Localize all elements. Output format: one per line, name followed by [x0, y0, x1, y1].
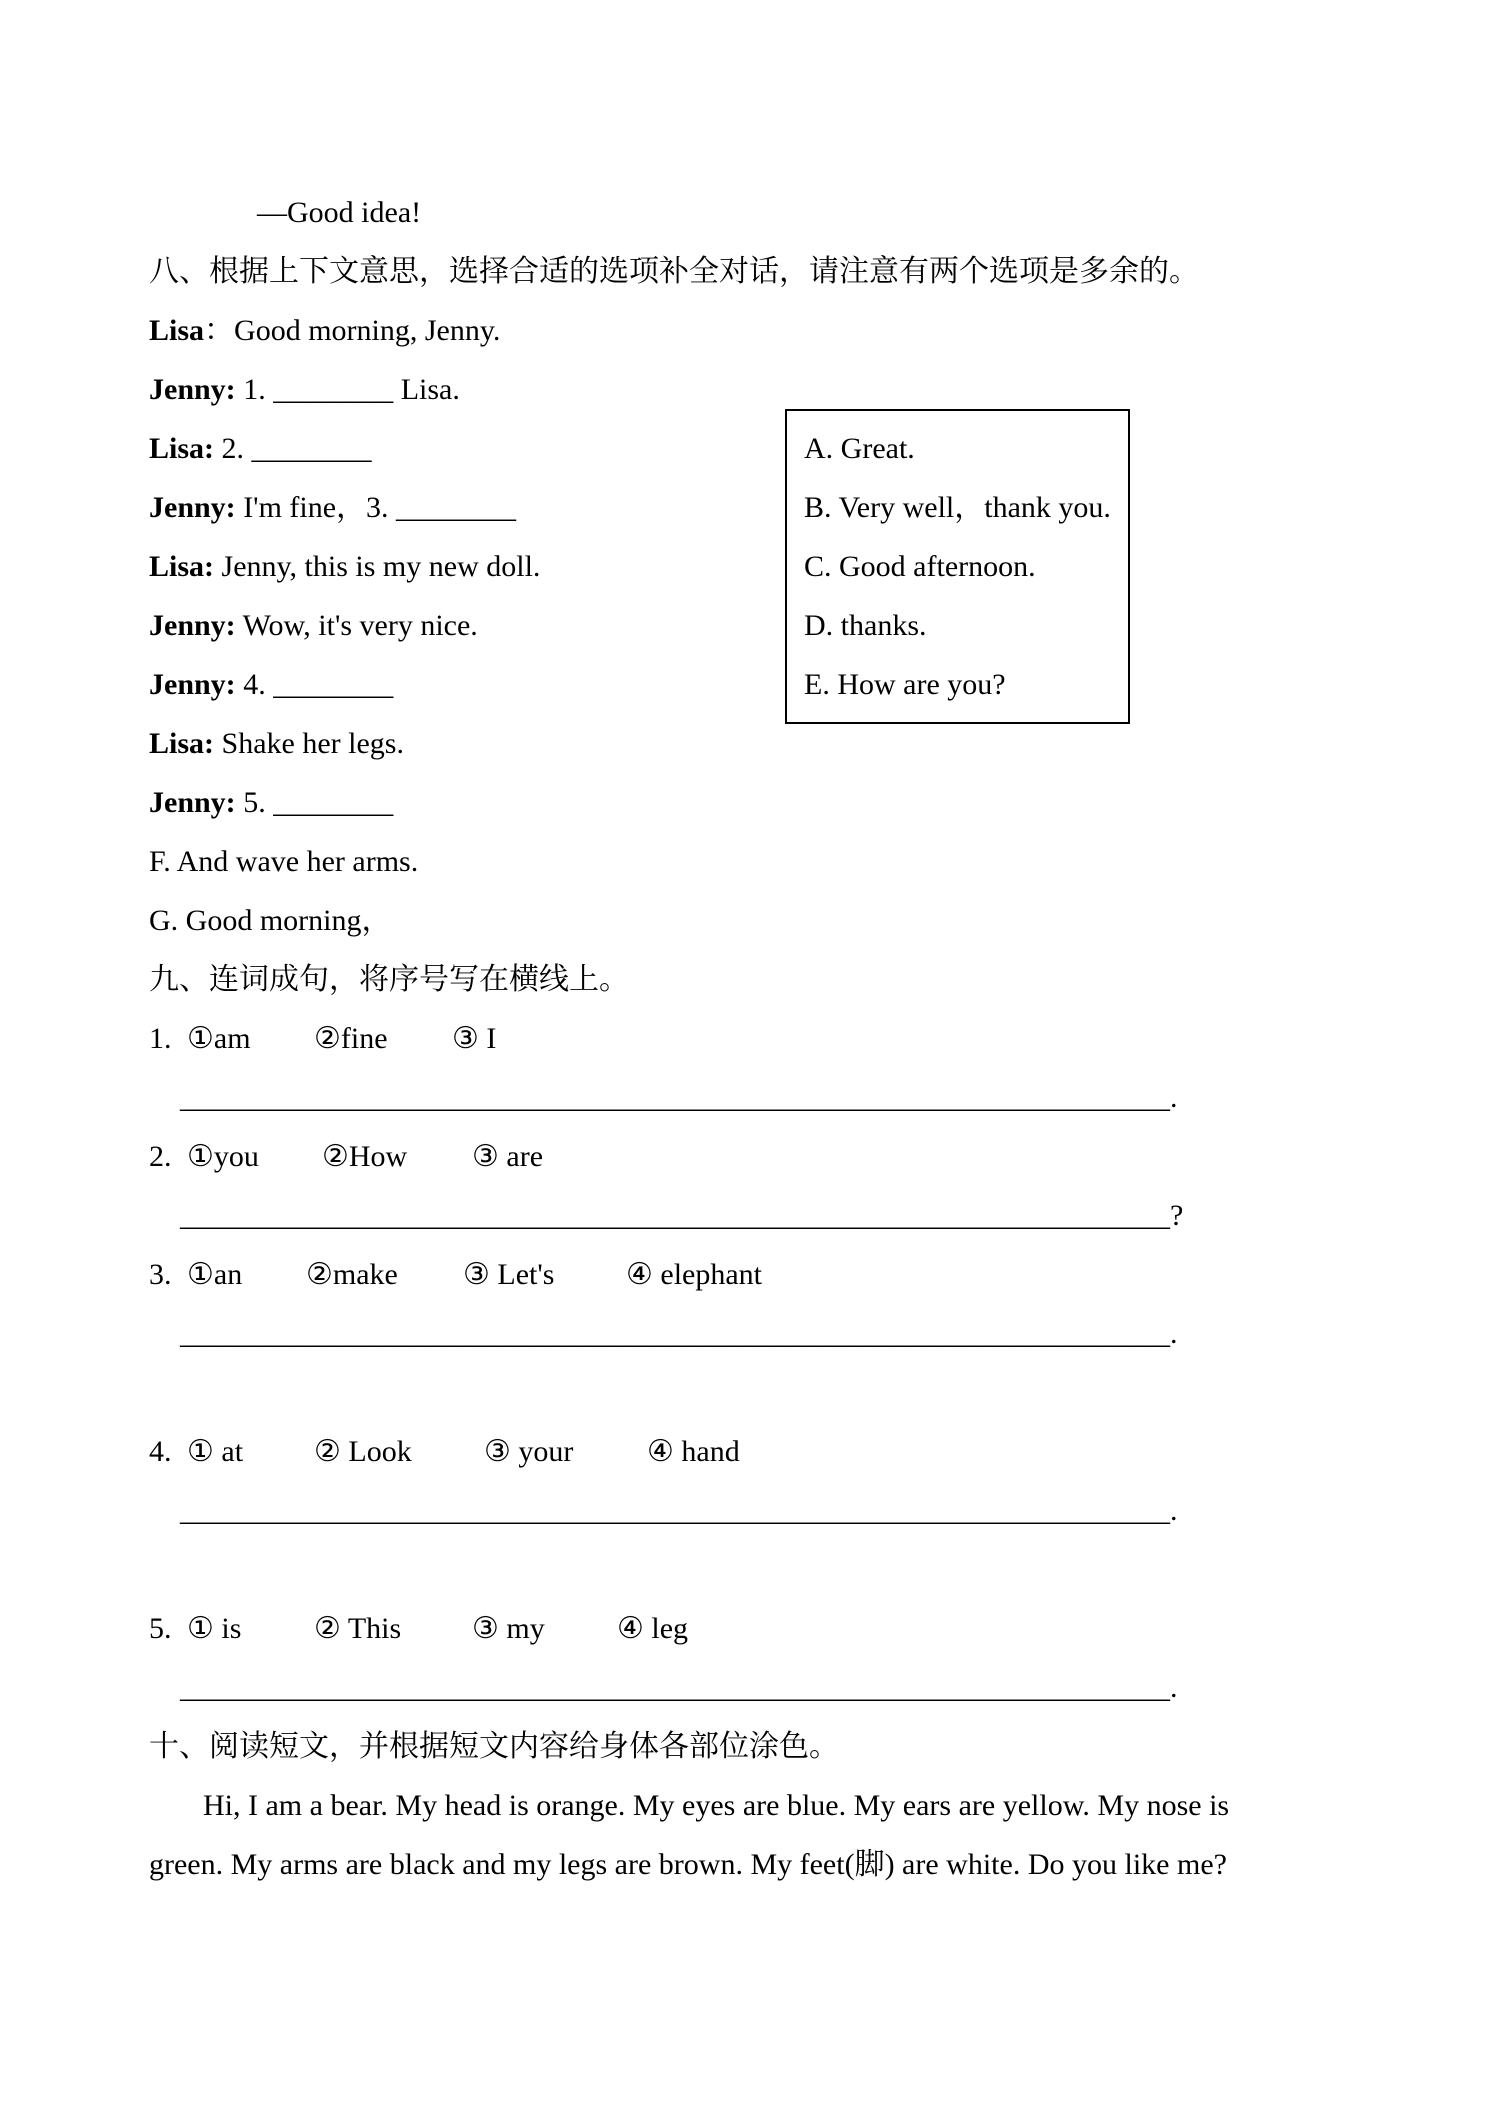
- speaker-name: Jenny:: [149, 373, 236, 406]
- end-mark: .: [1170, 1671, 1178, 1704]
- word-choice: ②fine: [314, 1022, 388, 1055]
- spacer: [149, 1363, 1249, 1422]
- dialogue-text: Wow, it's very nice.: [235, 609, 478, 642]
- option-d: D. thanks.: [804, 609, 927, 642]
- previous-reply: —Good idea!: [257, 196, 422, 229]
- word-choice: ①you: [187, 1140, 259, 1173]
- speaker-name: Lisa: [149, 314, 205, 347]
- option-b: B. Very well，thank you.: [804, 491, 1111, 524]
- answer-line: [149, 1068, 1249, 1127]
- reading-passage: Hi, I am a bear. My head is orange. My eyes are blue. My ears are yellow. My nose is green. My arms are black and my legs are brown. My feet(脚) are white. Do you like me?: [149, 1789, 1230, 1881]
- speaker-name: Jenny:: [149, 786, 236, 819]
- extra-option-g: G. Good morning，: [149, 904, 392, 937]
- option-box: [785, 409, 1130, 724]
- section-8-heading: 八、根据上下文意思，选择合适的选项补全对话，请注意有两个选项是多余的。: [149, 255, 1199, 288]
- question-number: 4.: [149, 1435, 172, 1468]
- answer-blank: __________________________________________________________________: [180, 1671, 1170, 1704]
- end-mark: .: [1170, 1081, 1178, 1114]
- word-choice: ③ are: [472, 1140, 544, 1173]
- speaker-name: Jenny:: [149, 491, 236, 524]
- answer-line: [149, 1658, 1249, 1717]
- speaker-name: Lisa:: [149, 727, 215, 760]
- dialogue-line: [149, 773, 1249, 832]
- dialogue-text: 1. ________ Lisa.: [235, 373, 460, 406]
- word-order-question: [149, 1422, 1249, 1481]
- end-mark: .: [1170, 1317, 1178, 1350]
- speaker-name: Lisa:: [149, 432, 215, 465]
- answer-blank: __________________________________________________________________: [180, 1199, 1170, 1232]
- answer-line: [149, 1304, 1249, 1363]
- word-choice: ③ your: [484, 1435, 574, 1468]
- word-order-question: [149, 1245, 1249, 1304]
- option-c: C. Good afternoon.: [804, 550, 1036, 583]
- word-choice: ② Look: [314, 1435, 412, 1468]
- option-a: A. Great.: [804, 432, 915, 465]
- answer-line: [149, 1186, 1249, 1245]
- word-choice: ④ elephant: [626, 1258, 763, 1291]
- word-choice: ④ hand: [647, 1435, 740, 1468]
- option-e: E. How are you?: [804, 668, 1006, 701]
- word-order-question: [149, 1127, 1249, 1186]
- word-choice: ④ leg: [617, 1612, 689, 1645]
- word-choice: ② This: [314, 1612, 402, 1645]
- speaker-name: Jenny:: [149, 609, 236, 642]
- dialogue-text: Jenny, this is my new doll.: [214, 550, 541, 583]
- answer-blank: __________________________________________________________________: [180, 1317, 1170, 1350]
- dialogue-text: Shake her legs.: [214, 727, 404, 760]
- answer-line: [149, 1481, 1249, 1540]
- word-choice: ③ I: [452, 1022, 497, 1055]
- dialogue-text: 2. ________: [214, 432, 372, 465]
- question-number: 1.: [149, 1022, 172, 1055]
- word-choice: ①am: [187, 1022, 251, 1055]
- answer-blank: __________________________________________________________________: [180, 1081, 1170, 1114]
- word-choice: ① at: [187, 1435, 244, 1468]
- dialogue-text: 4. ________: [235, 668, 394, 701]
- section-9-heading: 九、连词成句，将序号写在横线上。: [149, 963, 629, 996]
- dialogue-text: 5. ________: [235, 786, 394, 819]
- word-choice: ③ my: [472, 1612, 545, 1645]
- word-order-question: [149, 1599, 1249, 1658]
- question-number: 3.: [149, 1258, 172, 1291]
- word-choice: ③ Let's: [463, 1258, 555, 1291]
- question-number: 5.: [149, 1612, 172, 1645]
- speaker-name: Jenny:: [149, 668, 236, 701]
- word-choice: ②make: [306, 1258, 398, 1291]
- dialogue-line: [149, 301, 1249, 360]
- end-mark: ?: [1170, 1199, 1184, 1232]
- word-choice: ②How: [322, 1140, 408, 1173]
- extra-option-f: F. And wave her arms.: [149, 845, 419, 878]
- dialogue-text: ：Good morning, Jenny.: [204, 314, 501, 347]
- spacer: [149, 1540, 1249, 1599]
- dialogue-text: I'm fine，3. ________: [235, 491, 517, 524]
- speaker-name: Lisa:: [149, 550, 215, 583]
- end-mark: .: [1170, 1494, 1178, 1527]
- word-choice: ①an: [187, 1258, 243, 1291]
- section-10-heading: 十、阅读短文，并根据短文内容给身体各部位涂色。: [149, 1730, 839, 1763]
- word-choice: ① is: [187, 1612, 242, 1645]
- question-number: 2.: [149, 1140, 172, 1173]
- answer-blank: __________________________________________________________________: [180, 1494, 1170, 1527]
- word-order-question: [149, 1009, 1249, 1068]
